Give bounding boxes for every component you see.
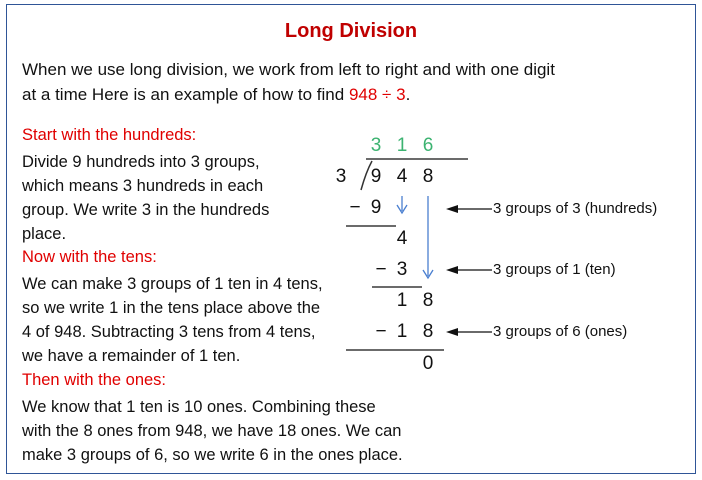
tens-line: so we write 1 in the tens place above the [22,299,321,317]
hundreds-line: Divide 9 hundreds into 3 groups, [22,153,260,171]
minus-sign: − [375,259,387,280]
annotation-ones: 3 groups of 6 (ones) [493,323,628,340]
remainder-digit: 8 [422,290,434,311]
quotient-digit: 3 [370,135,382,156]
dividend-digit: 8 [422,166,434,187]
tens-heading: Now with the tens: [22,248,157,266]
annotation-arrow [446,205,492,213]
annotation-hundreds: 3 groups of 3 (hundreds) [493,200,658,217]
intro-line-1: When we use long division, we work from left to right and with one digit [22,60,555,79]
ones-line: with the 8 ones from 948, we have 18 ones. We can [22,422,402,440]
dividend-digit: 4 [396,166,408,187]
dividend-digit: 9 [370,166,382,187]
division-expression: 948 ÷ 3 [348,85,406,104]
remainder-digit: 1 [396,290,408,311]
quotient-digit: 6 [422,135,434,156]
tens-line: We can make 3 groups of 1 ten in 4 tens, [22,275,323,293]
subtract-digit: 3 [396,259,408,280]
subtract-digit: 9 [370,197,382,218]
tens-line: we have a remainder of 1 ten. [22,347,241,365]
remainder-digit: 0 [422,353,434,374]
remainder-digit: 4 [396,228,408,249]
subtract-digit: 8 [422,321,434,342]
annotation-tens: 3 groups of 1 (ten) [493,261,616,278]
subtract-digit: 1 [396,321,408,342]
annotation-arrow [446,328,492,336]
minus-sign: − [349,197,361,218]
minus-sign: − [375,321,387,342]
quotient-digit: 1 [396,135,408,156]
hundreds-line: which means 3 hundreds in each [22,177,264,195]
division-bracket [361,161,372,190]
ones-line: make 3 groups of 6, so we write 6 in the ones place. [22,446,403,464]
divisor: 3 [335,166,347,187]
ones-line: We know that 1 ten is 10 ones. Combining these [22,398,376,416]
tens-line: 4 of 948. Subtracting 3 tens from 4 tens, [22,323,316,341]
ones-heading: Then with the ones: [22,371,167,389]
intro-line-2: at a time Here is an example of how to find [22,85,349,104]
hundreds-line: group. We write 3 in the hundreds [22,201,270,219]
hundreds-line: place. [22,225,67,243]
intro-period: . [405,85,411,104]
annotation-arrow [446,266,492,274]
page-title: Long Division [284,20,418,42]
hundreds-heading: Start with the hundreds: [22,126,197,144]
